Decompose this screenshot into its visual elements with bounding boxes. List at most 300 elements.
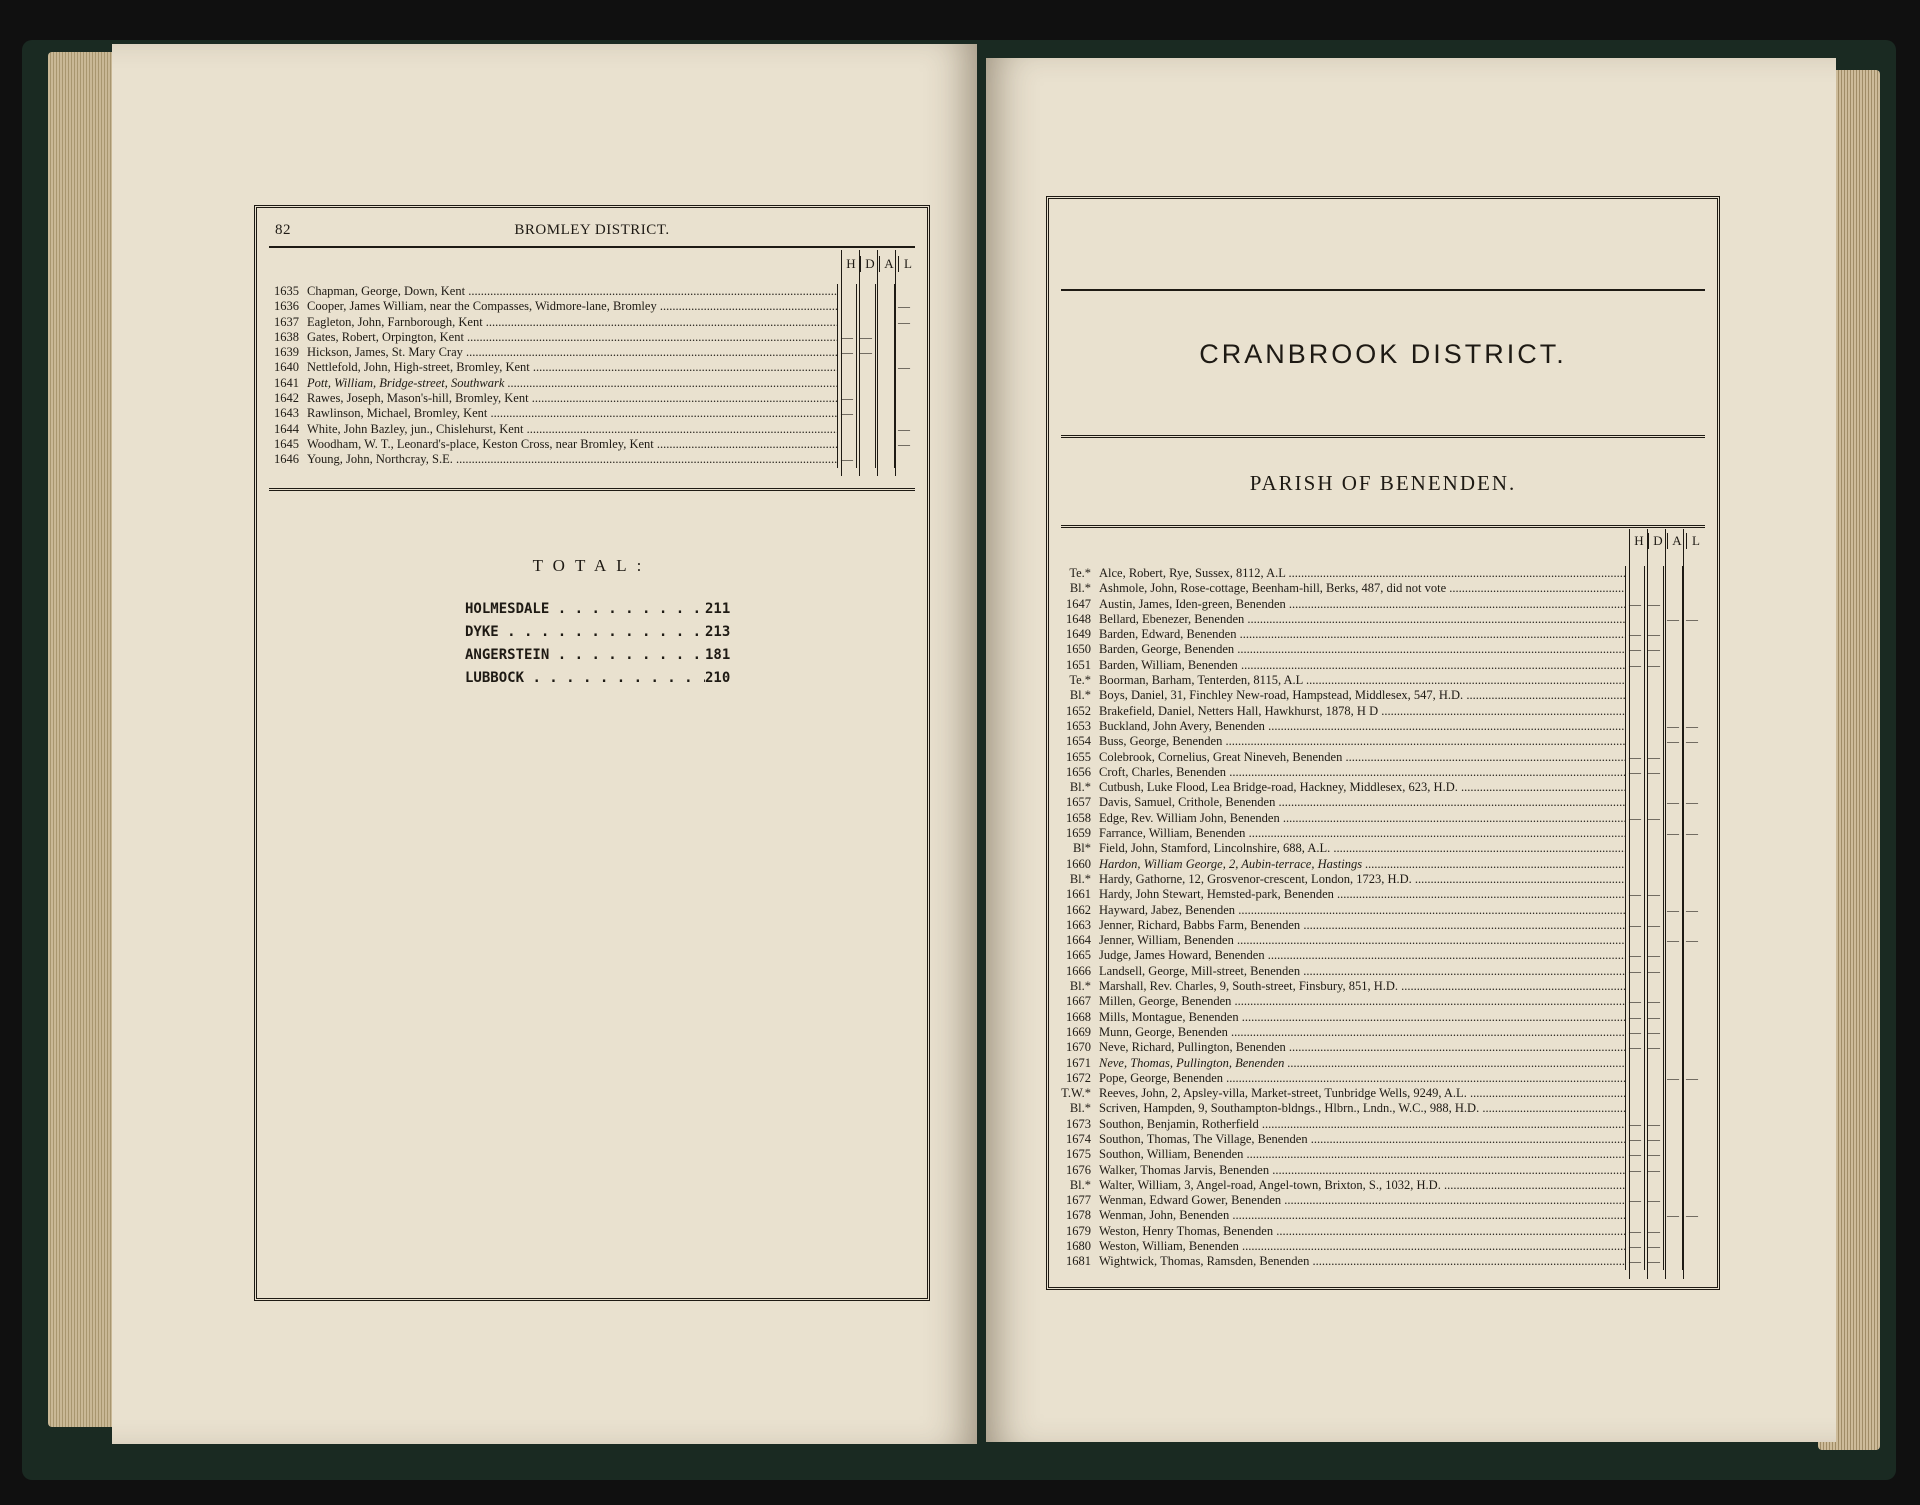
entry-marks [837,315,913,330]
entry-number: Bl.* [1069,688,1091,703]
entry-row [1057,597,1701,612]
entry-row [1057,1101,1701,1116]
mark-cell [875,345,894,360]
mark-cell [1682,1025,1701,1040]
mark-cell [856,422,875,437]
entry-number: T.W.* [1061,1086,1091,1101]
mark-cell [1663,765,1682,780]
mark-cell [1663,1086,1682,1101]
entry-marks [837,360,913,375]
entry-number: 1635 [274,284,299,298]
mark-cell: — [837,391,856,406]
mark-cell: — [1682,734,1701,749]
entry-name: Davis, Samuel, Crithole, Benenden ..... [1091,795,1625,810]
entry-name: Southon, William, Benenden ..... [1091,1147,1625,1162]
mark-cell: — [1625,1147,1644,1162]
entry-name: Southon, Benjamin, Rotherfield ..... [1091,1117,1625,1132]
entry-number: 1675 [1066,1147,1091,1162]
mark-cell [1682,811,1701,826]
entry-row [269,406,913,421]
mark-cell [1663,597,1682,612]
mark-cell [1644,566,1663,581]
mark-cell [856,376,875,391]
entry-number: 1636 [274,299,299,314]
mark-cell [1625,903,1644,918]
entry-marks [1625,1224,1701,1239]
running-head-title: BROMLEY DISTRICT. [514,222,670,238]
entry-name: Woodham, W. T., Leonard's-place, Keston Cross, near Bromley, Kent ..... [299,437,837,452]
mark-cell [1682,1254,1701,1269]
entry-name: Marshall, Rev. Charles, 9, South-street, Finsbury, 851, H.D. ..... [1091,979,1625,994]
mark-cell: — [1644,765,1663,780]
mark-cell [1682,979,1701,994]
total-row [465,644,730,667]
left-entries-list [269,284,913,468]
entry-row [1057,1147,1701,1162]
mark-cell [1644,581,1663,596]
mark-cell [1663,1163,1682,1178]
entry-number: Bl.* [1069,1101,1091,1116]
entry-row [1057,903,1701,918]
mark-cell [1663,1178,1682,1193]
entry-marks [1625,1193,1701,1208]
entry-marks [1625,1101,1701,1116]
column-headers [1629,533,1705,549]
mark-cell [1663,979,1682,994]
entry-marks [1625,658,1701,673]
entry-row [1057,1086,1701,1101]
entry-number: Te.* [1069,673,1091,688]
mark-cell [837,422,856,437]
entry-name: Wightwick, Thomas, Ramsden, Benenden ..... [1091,1254,1625,1269]
entry-name: Gates, Robert, Orpington, Kent ..... [299,330,837,345]
mark-cell [1625,933,1644,948]
mark-cell [1663,1224,1682,1239]
mark-cell: — [1625,658,1644,673]
entry-number: Bl.* [1069,871,1091,886]
entry-row [1057,719,1701,734]
mark-cell [875,406,894,421]
entry-row [1057,612,1701,627]
mark-cell: — [1644,1224,1663,1239]
mark-cell [1682,658,1701,673]
entry-number: 1641 [274,375,299,390]
entry-name: Jenner, Richard, Babbs Farm, Benenden ..... [1091,918,1625,933]
mark-cell: — [1644,627,1663,642]
mark-cell [1644,826,1663,841]
entry-marks [1625,642,1701,657]
mark-cell [1644,933,1663,948]
mark-cell: — [837,406,856,421]
mark-cell [894,406,913,421]
entry-row [1057,994,1701,1009]
mark-cell: — [1625,750,1644,765]
mark-cell [1663,964,1682,979]
entry-number: Bl* [1072,841,1091,856]
district-bottom-rule [1061,435,1705,438]
mark-cell [1644,719,1663,734]
mark-cell [1625,734,1644,749]
mark-cell: — [1625,627,1644,642]
entry-name: Cooper, James William, near the Compasses, Widmore-lane, Bromley ..... [299,299,837,314]
entry-name: Field, John, Stamford, Lincolnshire, 688, A.L. ..... [1091,841,1625,856]
total-row [465,621,730,644]
entry-number: 1646 [274,452,299,467]
entry-name: Wenman, John, Benenden ..... [1091,1208,1625,1223]
entry-name: Barden, George, Benenden ..... [1091,642,1625,657]
mark-cell: — [894,360,913,375]
mark-cell [837,315,856,330]
mark-cell [837,360,856,375]
mark-cell: — [1625,1163,1644,1178]
entry-row [1057,734,1701,749]
entry-name: Weston, Henry Thomas, Benenden ..... [1091,1224,1625,1239]
entry-number: 1674 [1066,1131,1091,1146]
entry-row [1057,765,1701,780]
mark-cell [1663,887,1682,902]
entry-row [269,360,913,375]
entry-number: 1668 [1066,1009,1091,1024]
section-rule [269,488,915,491]
entry-name: Hickson, James, St. Mary Cray ..... [299,345,837,360]
mark-cell [1644,795,1663,810]
mark-cell [894,345,913,360]
mark-cell [1663,642,1682,657]
entry-name: Nettlefold, John, High-street, Bromley, Kent ..... [299,360,837,375]
mark-cell: — [1682,1208,1701,1223]
entry-marks [1625,1147,1701,1162]
entry-row [1057,918,1701,933]
total-value: 211 [705,601,731,617]
mark-cell: — [1644,1193,1663,1208]
mark-cell [856,391,875,406]
mark-cell [894,452,913,467]
mark-cell [1682,597,1701,612]
mark-cell [1682,1056,1701,1071]
mark-cell [1663,1254,1682,1269]
mark-cell [1663,811,1682,826]
total-label: LUBBOCK . . . [465,667,705,690]
mark-cell [875,452,894,467]
mark-cell [875,299,894,314]
entry-name: Edge, Rev. William John, Benenden ..... [1091,811,1625,826]
mark-cell [1644,1101,1663,1116]
entry-marks [1625,857,1701,872]
entry-name: Hardy, Gathorne, 12, Grosvenor-crescent, London, 1723, H.D. ..... [1091,872,1625,887]
mark-cell [1663,673,1682,688]
entry-number: 1676 [1066,1162,1091,1177]
mark-cell: — [1625,964,1644,979]
entry-marks [837,330,913,345]
entry-marks [837,406,913,421]
entry-row [1057,872,1701,887]
mark-cell: — [1625,918,1644,933]
entry-number: 1651 [1066,657,1091,672]
mark-cell [1682,964,1701,979]
entry-number: 1670 [1066,1040,1091,1055]
district-title: CRANBROOK DISTRICT. [1199,339,1567,369]
entry-name: Jenner, William, Benenden ..... [1091,933,1625,948]
mark-cell [1663,1010,1682,1025]
mark-cell [875,360,894,375]
mark-cell [1682,673,1701,688]
mark-cell: — [1625,948,1644,963]
right-entries-list [1057,566,1701,1270]
entry-marks [837,422,913,437]
entry-row [1057,1025,1701,1040]
mark-cell: — [1663,612,1682,627]
entry-name: Walter, William, 3, Angel-road, Angel-town, Brixton, S., 1032, H.D. ..... [1091,1178,1625,1193]
entry-row [1057,1208,1701,1223]
mark-cell [894,391,913,406]
entry-name: White, John Bazley, jun., Chislehurst, Kent ..... [299,422,837,437]
mark-cell [1682,765,1701,780]
entry-row [1057,1040,1701,1055]
entry-number: 1638 [274,329,299,344]
entry-row [1057,1254,1701,1269]
mark-cell: — [1663,1208,1682,1223]
entry-row [1057,887,1701,902]
column-header: L [898,256,917,272]
mark-cell: — [1644,1010,1663,1025]
mark-cell [1625,1086,1644,1101]
entry-marks [1625,1163,1701,1178]
entry-row [1057,1239,1701,1254]
entry-marks [837,284,913,299]
mark-cell [1644,1071,1663,1086]
mark-cell: — [1625,1117,1644,1132]
entry-marks [837,299,913,314]
mark-cell [1625,673,1644,688]
entry-row [269,330,913,345]
entry-number: 1679 [1066,1223,1091,1238]
entry-name: Reeves, John, 2, Apsley-villa, Market-street, Tunbridge Wells, 9249, A.L. ..... [1091,1086,1625,1101]
entry-name: Young, John, Northcray, S.E. ..... [299,452,837,467]
entry-number: 1649 [1066,627,1091,642]
mark-cell: — [1625,1025,1644,1040]
entry-marks [1625,887,1701,902]
mark-cell [1682,994,1701,1009]
mark-cell [1663,1101,1682,1116]
mark-cell [1682,948,1701,963]
mark-cell [1682,1101,1701,1116]
mark-cell [1644,1056,1663,1071]
entry-marks [1625,948,1701,963]
mark-cell [1663,1239,1682,1254]
entry-number: 1665 [1066,948,1091,963]
entry-number: 1669 [1066,1024,1091,1039]
entry-number: 1661 [1066,887,1091,902]
entry-number: 1650 [1066,642,1091,657]
entry-name: Farrance, William, Benenden ..... [1091,826,1625,841]
entry-row [269,437,913,452]
mark-cell: — [1644,948,1663,963]
mark-cell [1625,1101,1644,1116]
total-value: 210 [705,670,731,686]
entry-number: 1642 [274,391,299,406]
mark-cell [1663,994,1682,1009]
mark-cell [1682,872,1701,887]
mark-cell [1682,1224,1701,1239]
entry-name: Scriven, Hampden, 9, Southampton-bldngs., Hlbrn., Lndn., W.C., 988, H.D. ..... [1091,1101,1625,1116]
mark-cell: — [1625,1239,1644,1254]
entry-name: Buckland, John Avery, Benenden ..... [1091,719,1625,734]
mark-cell: — [1663,1071,1682,1086]
entry-row [1057,780,1701,795]
entry-row [1057,933,1701,948]
entry-name: Eagleton, John, Farnborough, Kent ..... [299,315,837,330]
entry-marks [837,452,913,467]
entry-name: Pott, William, Bridge-street, Southwark ..... [299,376,837,391]
mark-cell: — [1663,719,1682,734]
mark-cell [1625,719,1644,734]
entry-marks [1625,933,1701,948]
total-label: HOLMESDALE . . . [465,598,705,621]
mark-cell: — [1682,1071,1701,1086]
mark-cell [1644,903,1663,918]
mark-cell [1682,1086,1701,1101]
mark-cell [1682,688,1701,703]
mark-cell: — [1644,964,1663,979]
column-header: L [1686,533,1705,549]
mark-cell [1644,734,1663,749]
entry-name: Cutbush, Luke Flood, Lea Bridge-road, Hackney, Middlesex, 623, H.D. ..... [1091,780,1625,795]
mark-cell: — [837,452,856,467]
mark-cell: — [1644,1132,1663,1147]
entry-row [1057,658,1701,673]
entry-row [1057,566,1701,581]
entry-number: 1677 [1066,1193,1091,1208]
mark-cell: — [894,437,913,452]
mark-cell: — [1625,811,1644,826]
entry-marks [837,376,913,391]
mark-cell: — [1644,994,1663,1009]
entry-marks [1625,627,1701,642]
entry-number: Bl.* [1069,1177,1091,1192]
mark-cell [1625,581,1644,596]
total-row [465,598,730,621]
totals-title: TOTAL: [532,556,652,575]
entry-row [1057,673,1701,688]
entry-marks [1625,612,1701,627]
mark-cell: — [1644,1254,1663,1269]
mark-cell: — [1644,811,1663,826]
mark-cell [1625,872,1644,887]
mark-cell [1682,642,1701,657]
entry-number: 1643 [274,406,299,421]
mark-cell: — [1682,826,1701,841]
mark-cell: — [1625,1010,1644,1025]
entry-marks [1625,1178,1701,1193]
mark-cell [1625,795,1644,810]
mark-cell: — [1682,933,1701,948]
mark-cell: — [1625,1040,1644,1055]
mark-cell: — [1644,597,1663,612]
entry-row [1057,841,1701,856]
mark-cell [1663,627,1682,642]
district-top-rule [1061,289,1705,291]
entry-row [1057,1117,1701,1132]
mark-cell [875,437,894,452]
mark-cell [1663,704,1682,719]
mark-cell [875,315,894,330]
mark-cell [1625,826,1644,841]
entry-number: 1654 [1066,734,1091,749]
entry-name: Judge, James Howard, Benenden ..... [1091,948,1625,963]
entry-marks [1625,795,1701,810]
mark-cell: — [856,345,875,360]
entry-number: 1656 [1066,764,1091,779]
entry-row [1057,948,1701,963]
entry-number: 1655 [1066,749,1091,764]
entry-row [1057,1132,1701,1147]
mark-cell [856,452,875,467]
entry-marks [1625,765,1701,780]
entry-number: 1657 [1066,795,1091,810]
mark-cell [1644,1208,1663,1223]
column-header: H [841,256,860,272]
entry-number: 1673 [1066,1116,1091,1131]
mark-cell: — [1625,765,1644,780]
mark-cell [1682,780,1701,795]
entry-marks [1625,1254,1701,1269]
mark-cell: — [1663,795,1682,810]
mark-cell: — [1625,887,1644,902]
mark-cell [1682,627,1701,642]
total-label: ANGERSTEIN . . . [465,644,705,667]
mark-cell: — [1682,612,1701,627]
mark-cell [1625,688,1644,703]
column-header: H [1629,533,1648,549]
mark-cell [1663,581,1682,596]
entry-row [1057,704,1701,719]
entry-name: Rawlinson, Michael, Bromley, Kent ..... [299,406,837,421]
mark-cell [894,330,913,345]
mark-cell [856,360,875,375]
mark-cell: — [1663,903,1682,918]
entry-number: 1653 [1066,718,1091,733]
mark-cell [1682,566,1701,581]
mark-cell [837,437,856,452]
entry-name: Southon, Thomas, The Village, Benenden ..... [1091,1132,1625,1147]
entry-row [269,345,913,360]
mark-cell: — [1682,795,1701,810]
mark-cell [875,422,894,437]
mark-cell [1644,673,1663,688]
total-label: DYKE . . . [465,621,705,644]
entry-marks [1625,918,1701,933]
mark-cell [837,299,856,314]
entry-marks [1625,780,1701,795]
mark-cell [1625,1071,1644,1086]
mark-cell [1663,688,1682,703]
right-page-frame [1046,196,1720,1290]
mark-cell [894,284,913,299]
mark-cell [875,330,894,345]
mark-cell [1663,566,1682,581]
total-value: 181 [705,647,731,663]
mark-cell [875,284,894,299]
mark-cell [875,376,894,391]
entry-name: Neve, Richard, Pullington, Benenden ..... [1091,1040,1625,1055]
entry-marks [1625,1071,1701,1086]
entry-name: Boorman, Barham, Tenterden, 8115, A.L ..... [1091,673,1625,688]
entry-name: Colebrook, Cornelius, Great Nineveh, Benenden ..... [1091,750,1625,765]
mark-cell: — [837,345,856,360]
mark-cell: — [1663,826,1682,841]
entry-number: 1672 [1066,1070,1091,1085]
entry-number: 1678 [1066,1208,1091,1223]
